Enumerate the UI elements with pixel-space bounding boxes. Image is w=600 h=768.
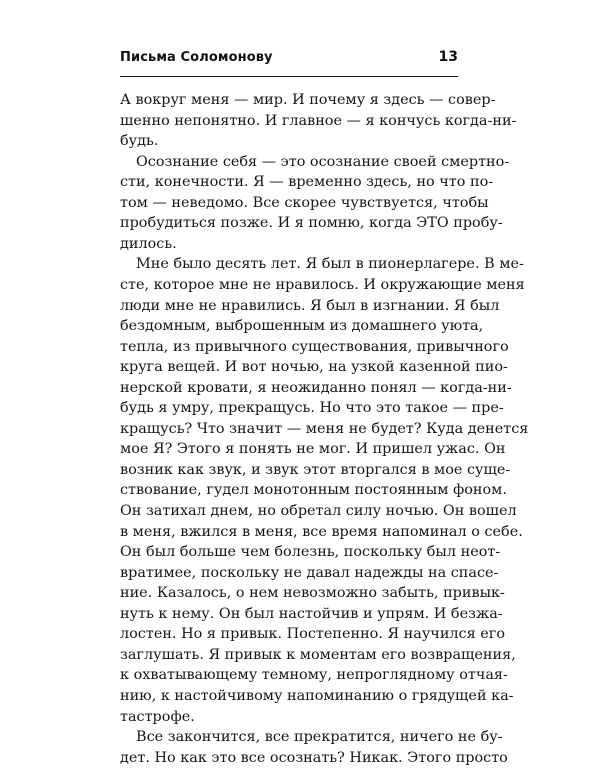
text-line: ние. Казалось, о нем невозможно забыть, привык- <box>120 585 505 602</box>
text-line: Он был больше чем болезнь, поскольку был неот- <box>120 544 501 561</box>
text-line: бездомным, выброшенным из домашнего уюта, <box>120 318 484 335</box>
text-line: ствование, гудел монотонным постоянным фоном. <box>120 482 507 499</box>
text-line: заглушать. Я привык к моментам его возвращения, <box>120 646 516 663</box>
text-line: нию, к настойчивому напоминанию о грядущей ка- <box>120 688 514 704</box>
text-line: мое Я? Этого я понять не мог. И пришел ужас. Он <box>120 441 506 458</box>
running-head <box>120 50 458 72</box>
running-head-title: Письма Соломонову <box>120 50 273 65</box>
text-line: шенно непонятно. И главное — я кончусь когда-ни- <box>120 112 517 129</box>
text-line: пробудиться позже. И я помню, когда ЭТО пробу- <box>120 215 503 232</box>
text-line: Он затихал днем, но обретал силу ночью. Он вошел <box>120 503 517 519</box>
text-line: дилось. <box>120 235 177 252</box>
text-line: тепла, из привычного существования, привычного <box>120 338 509 355</box>
text-line: нуть к нему. Он был настойчив и упрям. И безжа- <box>120 605 503 622</box>
page-number: 13 <box>438 49 458 65</box>
header-rule <box>120 76 458 77</box>
text-line: возник как звук, и звук этот вторгался в мое суще- <box>120 461 511 478</box>
text-line: лостен. Но я привык. Постепенно. Я научился его <box>120 626 505 643</box>
text-line: сти, конечности. Я — временно здесь, но что по- <box>120 174 494 191</box>
text-line: Все закончится, все прекратится, ничего не бу- <box>136 729 503 746</box>
text-line: кращусь? Что значит — меня не будет? Куда денется <box>120 420 529 437</box>
text-line: А вокруг меня — мир. И почему я здесь — совер- <box>120 92 496 108</box>
text-line: нерской кровати, я неожиданно понял — когда-ни- <box>120 379 512 396</box>
text-line: сте, которое мне не нравилось. И окружающие меня <box>120 277 525 293</box>
text-line: Мне было десять лет. Я был в пионерлагере. В ме- <box>136 256 524 273</box>
text-line: будь. <box>120 133 159 150</box>
text-line: тастрофе. <box>120 708 195 725</box>
text-line: дет. Но как это все осознать? Никак. Этого просто <box>120 749 508 766</box>
text-line: том — неведомо. Все скорее чувствуется, чтобы <box>120 194 489 211</box>
text-line: Осознание себя — это осознание своей смертно- <box>136 153 510 170</box>
text-line: вратимее, поскольку не давал надежды на спасе- <box>120 564 499 581</box>
text-line: будь я умру, прекращусь. Но что это такое — пре- <box>120 400 504 417</box>
text-line: в меня, вжился в меня, все время напоминал о себе. <box>120 523 523 540</box>
text-line: круга вещей. И вот ночью, на узкой казенной пио- <box>120 359 508 376</box>
text-line: к охватывающему темному, непроглядному отчая- <box>120 667 508 684</box>
text-line: люди мне не нравились. Я был в изгнании. Я был <box>120 297 500 314</box>
